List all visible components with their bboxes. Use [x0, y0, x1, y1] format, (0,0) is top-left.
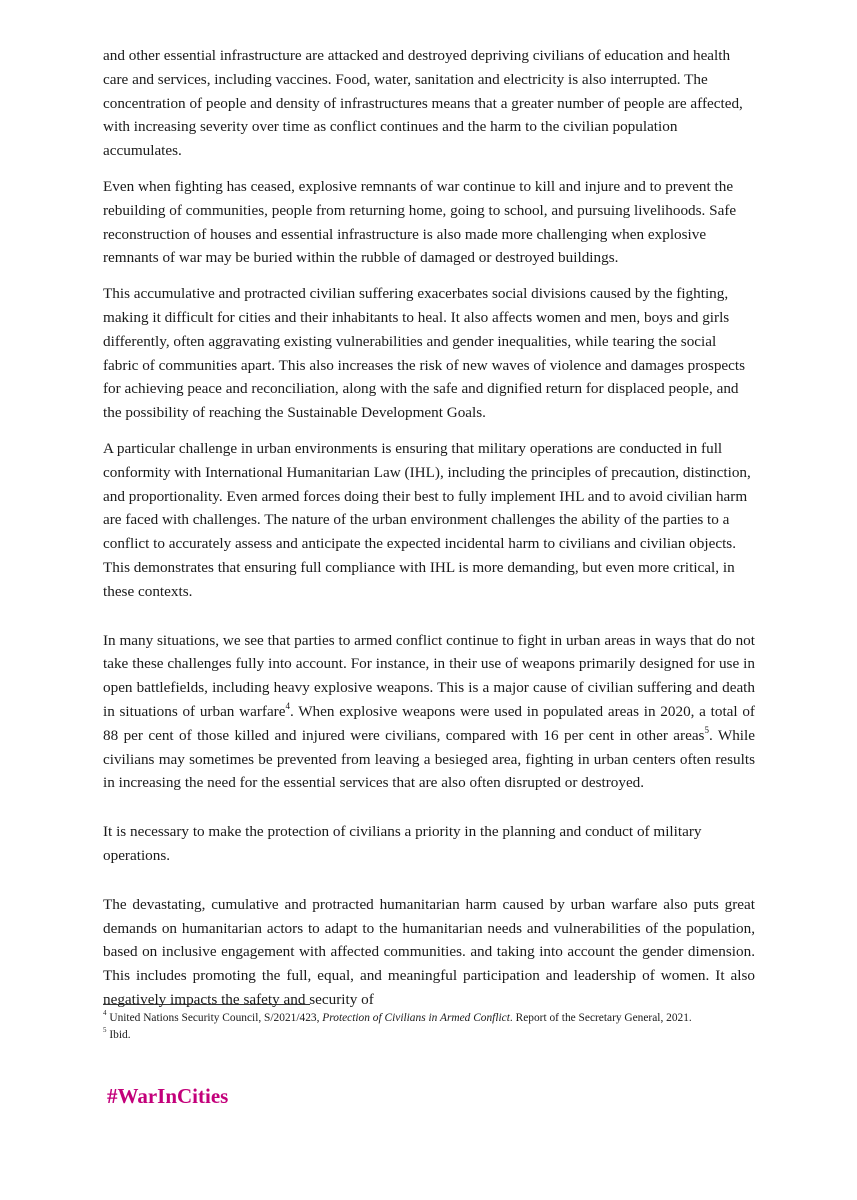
footnote-text-before: Ibid. [106, 1028, 131, 1041]
paragraph-6: It is necessary to make the protection of civilians a priority in the planning and conduct of military operations. [103, 823, 702, 864]
footnote-divider [103, 1004, 310, 1005]
paragraph-5-part-b: . When explosive weapons were used in populated areas in 2020, a total of 88 per cent of those killed and injured were civilians, compared with 16 per cent in other areas [103, 702, 755, 744]
footnotes [103, 1010, 755, 1043]
footnote-5 [103, 1027, 755, 1044]
footnote-number: 4 [103, 1009, 107, 1018]
paragraph-2: Even when fighting has ceased, explosive remnants of war continue to kill and injure and to prevent the rebuilding of communities, people from returning home, going to school, and pursuing livelihoods. Safe reconstruction of houses and essential infrastructure is also made more challenging when explosive remnants of war may be buried within the rubble of damaged or destroyed buildings. [103, 177, 737, 267]
footnote-text-before: United Nations Security Council, S/2021/423, [106, 1012, 323, 1024]
footnote-ref-5: 5 [704, 724, 709, 735]
paragraph-5 [103, 629, 755, 796]
paragraph-1: and other essential infrastructure are attacked and destroyed depriving civilians of education and health care and services, including vaccines. Food, water, sanitation and electricity is also interrupted. The concentration of people and density of infrastructures means that a greater number of people are affected, with increasing severity over time as conflict continues and the harm to the civilian population accumulates. [103, 47, 743, 160]
hashtag-branding: #WarInCities [107, 1084, 229, 1108]
paragraph-4: A particular challenge in urban environments is ensuring that military operations are conducted in full conformity with International Humanitarian Law (IHL), including the principles of precaution, distinction, and proportionality. Even armed forces doing their best to fully implement IHL and to avoid civilian harm are faced with challenges. The nature of the urban environment challenges the ability of the parties to a conflict to accurately assess and anticipate the expected incidental harm to civilians and civilian objects. This demonstrates that ensuring full compliance with IHL is more demanding, but even more critical, in these contexts. [103, 439, 751, 600]
footnote-number: 5 [103, 1025, 107, 1034]
footnote-text-after: . Report of the Secretary General, 2021. [509, 1012, 692, 1024]
footnote-title: Protection of Civilians in Armed Conflict [322, 1012, 510, 1024]
paragraph-7: The devastating, cumulative and protracted humanitarian harm caused by urban warfare also puts great demands on humanitarian actors to adapt to the humanitarian needs and vulnerabilities of the population, based on inclusive engagement with affected communities. and taking into account the gender dimension. This includes promoting the full, equal, and meaningful participation and leadership of women. It also negatively impacts the safety and security of [103, 895, 755, 1008]
footnote-4 [103, 1010, 755, 1027]
paragraph-3: This accumulative and protracted civilian suffering exacerbates social divisions caused by the fighting, making it difficult for cities and their inhabitants to heal. It also affects women and men, boys and girls differently, often aggravating existing vulnerabilities and gender inequalities, while tearing the social fabric of communities apart. This also increases the risk of new waves of violence and damages prospects for achieving peace and reconciliation, along with the safe and dignified return for displaced people, and the possibility of reaching the Sustainable Development Goals. [103, 285, 746, 422]
paragraph-5-part-c: . While civilians may sometimes be prevented from leaving a besieged area, fighting in urban centers often results in increasing the need for the essential services that are also often disrupted or destroyed. [103, 726, 755, 792]
body-text [103, 44, 755, 1024]
footnote-ref-4: 4 [285, 700, 290, 711]
paragraph-5-part-a: In many situations, we see that parties to armed conflict continue to fight in urban areas in ways that do not take these challenges fully into account. For instance, in their use of weapons primarily designed for use in open battlefields, including heavy explosive weapons. This is a major cause of civilian suffering and death in situations of urban warfare [103, 631, 755, 720]
